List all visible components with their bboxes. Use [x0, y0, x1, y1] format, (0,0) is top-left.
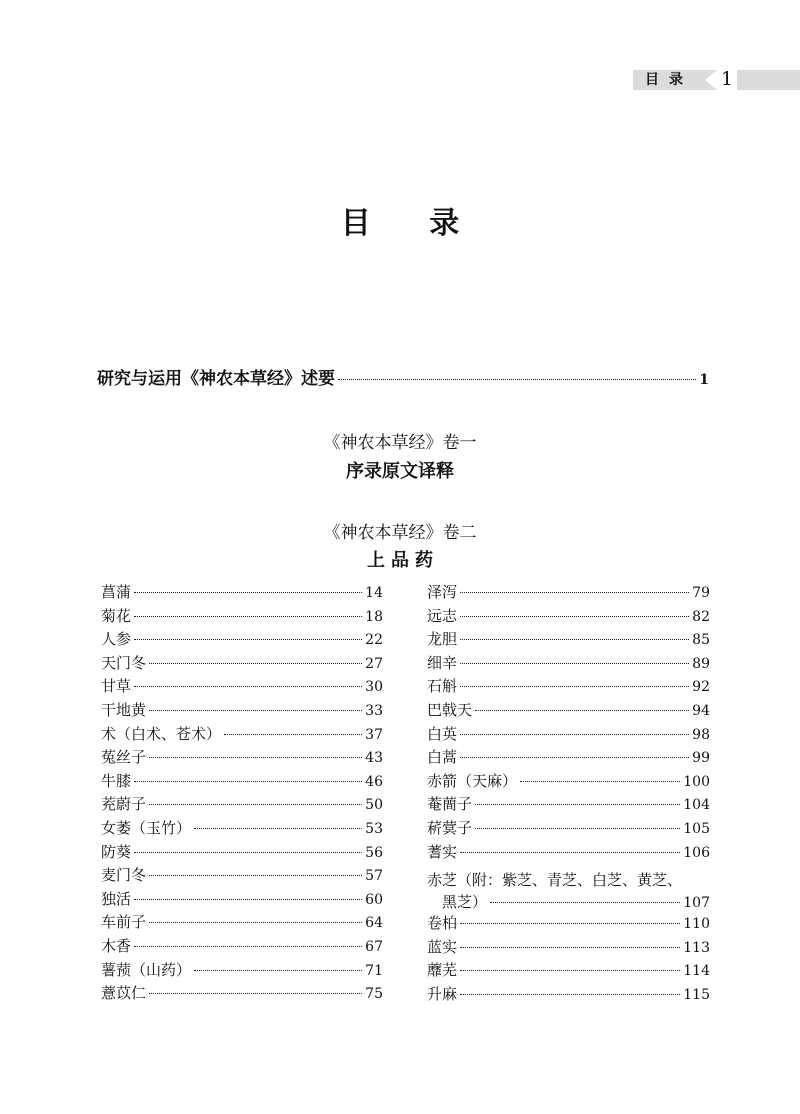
dot-leader — [149, 663, 362, 664]
toc-entry[interactable] — [427, 581, 710, 603]
dot-leader — [460, 757, 689, 758]
toc-entry-page: 60 — [365, 891, 383, 908]
toc-entry-page: 114 — [683, 963, 710, 980]
toc-entry-page: 100 — [683, 773, 710, 790]
toc-entry[interactable] — [427, 936, 710, 958]
toc-entry-page: 43 — [365, 750, 383, 767]
toc-entry-name: 升麻 — [427, 984, 458, 1003]
toc-entry[interactable] — [427, 652, 710, 674]
toc-entry-page: 89 — [692, 655, 710, 672]
toc-entry[interactable] — [427, 770, 710, 792]
toc-entry-name: 菴蕳子 — [427, 795, 473, 814]
toc-entry-name: 蓝实 — [427, 937, 458, 956]
toc-entry[interactable] — [101, 864, 383, 886]
toc-entry-page: 30 — [365, 679, 383, 696]
dot-leader — [194, 970, 362, 971]
toc-entry-name: 石斛 — [427, 677, 458, 696]
toc-entry-name: 卷柏 — [427, 914, 458, 932]
toc-entry[interactable] — [427, 675, 710, 697]
toc-entry-name: 菥蓂子 — [427, 819, 473, 837]
dot-leader — [134, 946, 362, 947]
dot-leader — [520, 781, 680, 782]
toc-entry-name: 甘草 — [101, 677, 132, 696]
dot-leader — [338, 379, 696, 380]
dot-leader — [460, 592, 689, 593]
toc-entry-page: 37 — [365, 726, 383, 743]
dot-leader — [149, 875, 362, 876]
toc-entry-name: 泽泻 — [427, 583, 458, 601]
dot-leader — [460, 686, 689, 687]
header-notch — [705, 70, 717, 90]
toc-entry[interactable] — [101, 675, 383, 697]
toc-entry-name: 干地黄 — [101, 701, 147, 719]
toc-entry-page: 33 — [365, 703, 383, 719]
toc-entry[interactable] — [427, 817, 710, 839]
toc-entry[interactable] — [427, 605, 710, 627]
dot-leader — [149, 993, 362, 994]
toc-entry-page: 98 — [692, 726, 710, 743]
toc-entry[interactable] — [101, 817, 383, 839]
toc-entry[interactable] — [427, 746, 710, 768]
toc-entry-page: 79 — [692, 585, 710, 601]
toc-entry-page: 94 — [692, 703, 710, 719]
dot-leader — [134, 639, 362, 640]
toc-entry-name: 蘼芜 — [427, 961, 458, 980]
dot-leader — [134, 899, 362, 900]
toc-entry[interactable] — [101, 793, 383, 815]
dot-leader — [149, 757, 362, 758]
toc-entry-page: 64 — [365, 915, 383, 932]
toc-entry[interactable] — [101, 935, 383, 957]
toc-entry-name: 远志 — [427, 606, 458, 625]
toc-entry-page: 14 — [365, 585, 383, 601]
dot-leader — [490, 902, 680, 903]
dot-leader — [134, 781, 362, 782]
toc-entry-name: 蓍实 — [427, 842, 458, 861]
page-title: 目 录 — [340, 206, 484, 241]
toc-entry-page: 53 — [365, 821, 383, 837]
toc-entry-name: 白英 — [427, 724, 458, 743]
dot-leader — [194, 828, 362, 829]
toc-entry[interactable] — [101, 841, 383, 863]
toc-entry-page: 115 — [683, 986, 710, 1003]
toc-entry[interactable] — [427, 959, 710, 981]
dot-leader — [134, 686, 362, 687]
toc-entry[interactable] — [101, 605, 383, 627]
dot-leader — [460, 663, 689, 664]
dot-leader — [460, 852, 680, 853]
toc-entry-name: 龙胆 — [427, 630, 458, 649]
toc-entry-page: 57 — [365, 868, 383, 885]
toc-entry-page: 71 — [365, 962, 383, 979]
dot-leader — [134, 616, 362, 617]
toc-entry-name: 薏苡仁 — [101, 984, 147, 1003]
dot-leader — [460, 947, 680, 948]
toc-entry-page: 85 — [692, 632, 710, 649]
running-header-label: 目录 — [645, 72, 693, 88]
toc-entry-page: 113 — [683, 939, 710, 956]
toc-entry[interactable] — [427, 723, 710, 745]
toc-entry[interactable] — [101, 982, 383, 1004]
page-number: 1 — [720, 68, 734, 90]
dot-leader — [460, 970, 680, 971]
toc-entry[interactable] — [427, 793, 710, 815]
toc-entry[interactable] — [101, 959, 383, 981]
toc-entry-name: 车前子 — [101, 913, 147, 932]
dot-leader — [475, 828, 680, 829]
toc-entry-page: 27 — [365, 655, 383, 672]
dot-leader — [134, 592, 362, 593]
toc-entry-name: 细辛 — [427, 653, 458, 672]
volume1-title[interactable]: 序录原文译释 — [346, 461, 454, 482]
volume1-label: 《神农本草经》卷一 — [323, 433, 477, 453]
toc-entry-name: 菖蒲 — [101, 583, 132, 601]
toc-entry-page: 107 — [683, 895, 710, 911]
toc-entry-name: 菟丝子 — [101, 748, 147, 767]
toc-entry-page: 110 — [683, 916, 710, 932]
toc-entry-name: 麦门冬 — [101, 866, 147, 885]
toc-entry-page: 105 — [683, 821, 710, 837]
toc-entry-page: 99 — [692, 750, 710, 767]
dot-leader — [134, 852, 362, 853]
dot-leader — [460, 994, 680, 995]
toc-entry-name: 人参 — [101, 630, 132, 649]
toc-entry[interactable] — [427, 699, 710, 721]
dot-leader — [149, 804, 362, 805]
toc-entry-name: 牛膝 — [101, 771, 132, 790]
toc-entry-page: 82 — [692, 608, 710, 625]
toc-entry[interactable] — [101, 770, 383, 792]
dot-leader — [475, 804, 680, 805]
toc-entry-page: 18 — [365, 608, 383, 625]
toc-entry[interactable] — [101, 723, 383, 745]
toc-entry-multiline[interactable] — [427, 869, 710, 914]
toc-entry-name: 女萎（玉竹） — [101, 819, 192, 837]
toc-entry[interactable] — [101, 746, 383, 768]
toc-entry-name: 独活 — [101, 889, 132, 908]
toc-entry[interactable] — [427, 628, 710, 650]
dot-leader — [460, 923, 680, 924]
toc-entry-page: 75 — [365, 986, 383, 1003]
toc-entry[interactable] — [101, 888, 383, 910]
toc-entry[interactable] — [101, 581, 383, 603]
toc-entry-name: 白蒿 — [427, 748, 458, 767]
dot-leader — [460, 616, 689, 617]
toc-entry-page: 92 — [692, 679, 710, 696]
toc-entry[interactable] — [427, 912, 710, 934]
toc-entry[interactable] — [101, 628, 383, 650]
toc-entry-name: 术（白术、苍术） — [101, 724, 222, 743]
toc-entry-name: 赤箭（天麻） — [427, 771, 518, 790]
toc-entry-page: 50 — [365, 797, 383, 814]
toc-entry-page: 67 — [365, 939, 383, 955]
toc-entry-name: 菊花 — [101, 606, 132, 625]
toc-entry-page: 22 — [365, 632, 383, 649]
toc-entry[interactable] — [427, 841, 710, 863]
toc-entry-name: 研究与运用《神农本草经》述要 — [97, 369, 335, 389]
toc-entry-name: 巴戟天 — [427, 701, 473, 719]
toc-entry-page: 1 — [699, 372, 709, 388]
toc-entry[interactable] — [427, 983, 710, 1005]
dot-leader — [460, 734, 689, 735]
toc-entry-name: 茺蔚子 — [101, 795, 147, 814]
dot-leader — [475, 710, 689, 711]
toc-entry-page: 46 — [365, 773, 383, 790]
toc-entry-page: 106 — [683, 844, 710, 861]
toc-entry-name: 天门冬 — [101, 653, 147, 672]
dot-leader — [460, 639, 689, 640]
toc-entry[interactable] — [101, 911, 383, 933]
toc-entry-name: 薯蓣（山药） — [101, 960, 192, 979]
toc-entry-name-line1: 赤芝（附：紫芝、青芝、白芝、黄芝、 — [427, 871, 683, 889]
toc-entry[interactable] — [101, 699, 383, 721]
dot-leader — [224, 734, 362, 735]
toc-entry-page: 104 — [683, 797, 710, 814]
toc-entry-name: 防葵 — [101, 842, 132, 861]
dot-leader — [149, 710, 362, 711]
dot-leader — [149, 922, 362, 923]
volume2-title: 上品药 — [367, 550, 439, 571]
toc-entry-name: 木香 — [101, 937, 132, 955]
volume2-label: 《神农本草经》卷二 — [323, 523, 477, 543]
toc-entry-intro[interactable] — [97, 368, 709, 390]
toc-entry-page: 56 — [365, 844, 383, 861]
toc-entry[interactable] — [101, 652, 383, 674]
toc-entry-name-line2: 黑芝） — [442, 893, 488, 911]
